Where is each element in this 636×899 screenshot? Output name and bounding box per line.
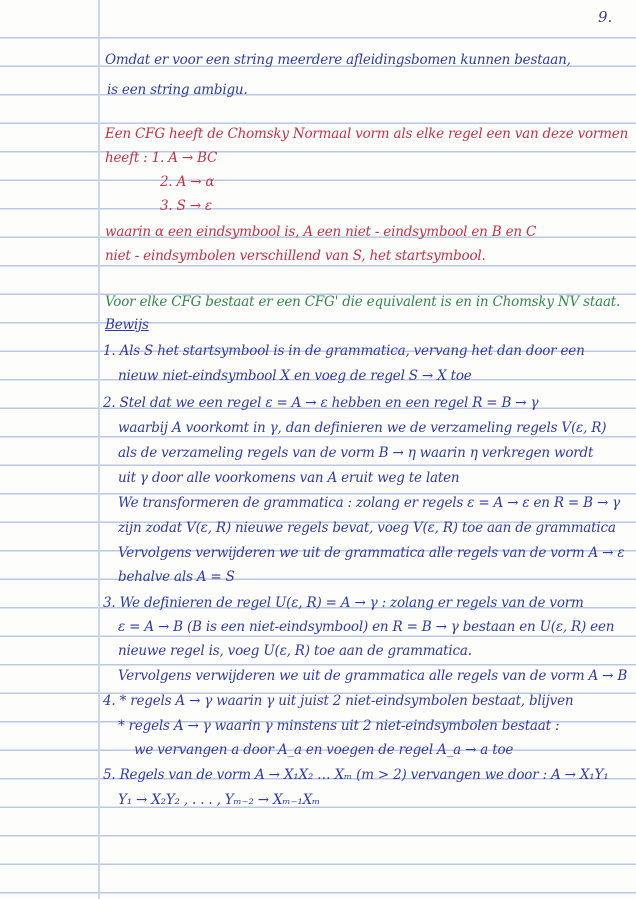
text-line: uit γ door alle voorkomens van A eruit weg te laten	[118, 470, 460, 486]
text-line: waarbij A voorkomt in γ, dan definieren we de verzameling regels V(ε, R)	[118, 420, 607, 436]
text-line: behalve als A = S	[118, 569, 235, 585]
text-line: 2. Stel dat we een regel ε = A → ε hebben en een regel R = B → γ	[103, 395, 539, 411]
text-line: We transformeren de grammatica : zolang er regels ε = A → ε en R = B → γ	[118, 495, 621, 511]
text-line: 3. S → ε	[160, 198, 212, 214]
text-line: 2. A → α	[160, 174, 215, 190]
text-line: als de verzameling regels van de vorm B → η waarin η verkregen wordt	[118, 445, 594, 461]
text-line: nieuw niet-eindsymbool X en voeg de regel S → X toe	[118, 368, 472, 384]
text-line: Bewijs	[105, 317, 149, 333]
margin-line	[98, 0, 100, 899]
text-line: Vervolgens verwijderen we uit de grammatica alle regels van de vorm A → B	[118, 668, 628, 684]
text-line: Omdat er voor een string meerdere afleidingsbomen kunnen bestaan,	[105, 52, 571, 68]
text-line: heeft : 1. A → BC	[105, 150, 218, 166]
text-line: Y₁ → X₂Y₂ , . . . , Yₘ₋₂ → Xₘ₋₁Xₘ	[118, 792, 321, 808]
text-line: 4. * regels A → γ waarin γ uit juist 2 niet-eindsymbolen bestaat, blijven	[103, 693, 574, 709]
text-line: nieuwe regel is, voeg U(ε, R) toe aan de grammatica.	[118, 643, 472, 659]
text-line: 3. We definieren de regel U(ε, R) = A → γ : zolang er regels van de vorm	[103, 595, 584, 611]
text-line: we vervangen a door A_a en voegen de regel A_a → a toe	[134, 742, 514, 758]
text-line: 5. Regels van de vorm A → X₁X₂ … Xₘ (m > 2) vervangen we door : A → X₁Y₁	[103, 767, 609, 783]
text-line: Voor elke CFG bestaat er een CFG' die equivalent is en in Chomsky NV staat.	[105, 294, 621, 310]
text-line: waarin α een eindsymbool is, A een niet - eindsymbool en B en C	[105, 224, 537, 240]
text-line: Een CFG heeft de Chomsky Normaal vorm als elke regel een van deze vormen	[105, 126, 629, 142]
text-line: is een string ambigu.	[107, 82, 248, 98]
text-line: zijn zodat V(ε, R) nieuwe regels bevat, voeg V(ε, R) toe aan de grammatica	[118, 520, 616, 536]
page-number: 9.	[598, 8, 613, 26]
text-line: 1. Als S het startsymbool is in de grammatica, vervang het dan door een	[103, 343, 585, 359]
text-line: Vervolgens verwijderen we uit de grammatica alle regels van de vorm A → ε	[118, 545, 625, 561]
text-line: ε = A → B (B is een niet-eindsymbool) en R = B → γ bestaan en U(ε, R) een	[118, 619, 615, 635]
text-line: * regels A → γ waarin γ minstens uit 2 niet-eindsymbolen bestaat :	[118, 718, 560, 734]
text-line: niet - eindsymbolen verschillend van S, het startsymbool.	[105, 248, 486, 264]
